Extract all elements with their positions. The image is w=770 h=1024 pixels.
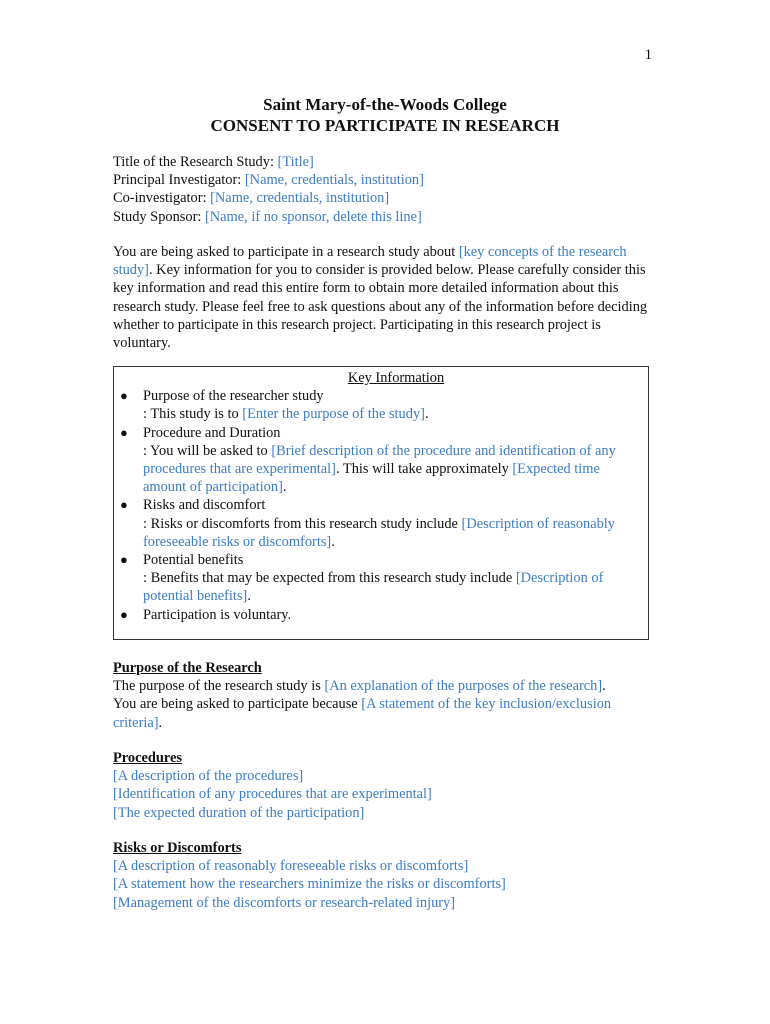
bullet-icon: ● — [120, 497, 128, 513]
risks-line: [A description of reasonably foreseeable risks or discomforts] — [113, 858, 469, 875]
bullet-icon: ● — [120, 388, 128, 404]
key-item-label: Procedure and Duration — [143, 424, 281, 441]
bullet-icon: ● — [120, 424, 128, 440]
key-item-placeholder: [Description of reasonably foreseeable risks or discomforts] — [143, 515, 615, 550]
pi-value: [Name, credentials, institution] — [244, 172, 424, 189]
key-item-placeholder: [Brief description of the procedure and identification of any procedures that are experimental] — [143, 442, 616, 478]
intro-placeholder: [key concepts of the research study] — [113, 244, 627, 279]
sponsor-label: Study Sponsor: — [113, 208, 205, 225]
study-title-line — [113, 153, 653, 171]
participate-end: . — [158, 714, 163, 731]
key-item-prefix: : Benefits that may be expected from this research study include — [143, 570, 516, 587]
participate-text: You are being asked to participate because — [113, 696, 362, 713]
key-item-voluntary — [114, 606, 648, 624]
intro-paragraph — [113, 243, 653, 352]
key-item-middle: . — [424, 406, 429, 423]
key-item-placeholder-2: [Expected time amount of participation] — [143, 461, 600, 496]
risks-line: [A statement how the researchers minimize the risks or discomforts] — [113, 876, 506, 893]
document-header — [0, 94, 770, 136]
pi-label: Principal Investigator: — [113, 172, 245, 189]
procedures-heading: Procedures — [113, 750, 183, 766]
co-investigator-line — [113, 189, 653, 207]
intro-text-start: You are being asked to participate in a research study about — [113, 244, 459, 260]
risks-section — [113, 839, 653, 912]
key-item-middle: . — [331, 533, 335, 550]
key-item-middle: . This will take approximately — [335, 461, 513, 478]
purpose-section — [113, 659, 653, 732]
key-item-purpose — [114, 387, 648, 423]
bullet-icon: ● — [120, 552, 128, 568]
key-item-risks — [114, 496, 648, 551]
risks-line: [Management of the discomforts or research-related injury] — [113, 894, 456, 911]
sponsor-value: [Name, if no sponsor, delete this line] — [204, 208, 422, 225]
key-item-placeholder: [Description of potential benefits] — [143, 570, 604, 605]
study-sponsor-line — [113, 208, 653, 226]
coi-value: [Name, credentials, institution] — [210, 190, 390, 207]
key-item-benefits — [114, 551, 648, 606]
procedures-line: [Identification of any procedures that are experimental] — [113, 786, 432, 803]
study-info — [113, 153, 653, 226]
key-item-procedure — [114, 424, 648, 497]
key-item-prefix: : You will be asked to — [143, 442, 272, 459]
key-item-detail — [143, 405, 642, 423]
purpose-heading: Purpose of the Research — [113, 660, 262, 676]
principal-investigator-line — [113, 171, 653, 189]
key-item-label: Purpose of the researcher study — [143, 388, 324, 405]
bullet-icon: ● — [120, 606, 128, 622]
key-item-label: Risks and discomfort — [143, 497, 266, 514]
purpose-line-1 — [113, 677, 653, 695]
key-item-suffix: . — [282, 479, 287, 496]
intro-text-end: . Key information for you to consider is provided below. Please carefully consider this key information and read this entire form to obtain more detailed information about this research study. Please feel free to ask questions about any of the information before deciding whether to participate in this research project. Participating in this research project is voluntary. — [113, 262, 648, 352]
risks-heading: Risks or Discomforts — [113, 840, 242, 856]
procedures-line: [A description of the procedures] — [113, 768, 304, 785]
key-item-prefix: : Risks or discomforts from this research study include — [143, 515, 462, 532]
purpose-placeholder: [An explanation of the purposes of the research] — [324, 678, 603, 695]
study-title-value: [Title] — [277, 154, 314, 170]
purpose-line-2 — [113, 695, 653, 731]
key-item-label: Potential benefits — [143, 552, 244, 569]
key-item-label: Participation is voluntary. — [143, 606, 292, 623]
key-information-heading: Key Information — [347, 370, 445, 386]
purpose-text: The purpose of the research study is — [113, 678, 325, 695]
key-item-placeholder: [Enter the purpose of the study] — [242, 406, 425, 423]
key-information-box — [113, 366, 649, 640]
key-information-list — [114, 387, 648, 624]
key-item-detail — [143, 515, 642, 551]
key-item-middle: . — [247, 588, 251, 605]
inclusion-placeholder: [A statement of the key inclusion/exclusion criteria] — [113, 696, 612, 731]
key-item-detail — [143, 442, 642, 497]
procedures-section — [113, 749, 653, 822]
key-item-detail — [143, 569, 642, 605]
college-name: Saint Mary-of-the-Woods College — [263, 95, 507, 114]
procedures-line: [The expected duration of the participation] — [113, 804, 365, 821]
coi-label: Co-investigator: — [113, 190, 211, 207]
key-item-prefix: : This study is to — [143, 406, 243, 423]
study-title-label: Title of the Research Study: — [113, 154, 278, 170]
purpose-end: . — [602, 678, 606, 695]
page-number: 1 — [644, 47, 652, 63]
form-title: CONSENT TO PARTICIPATE IN RESEARCH — [210, 116, 560, 135]
